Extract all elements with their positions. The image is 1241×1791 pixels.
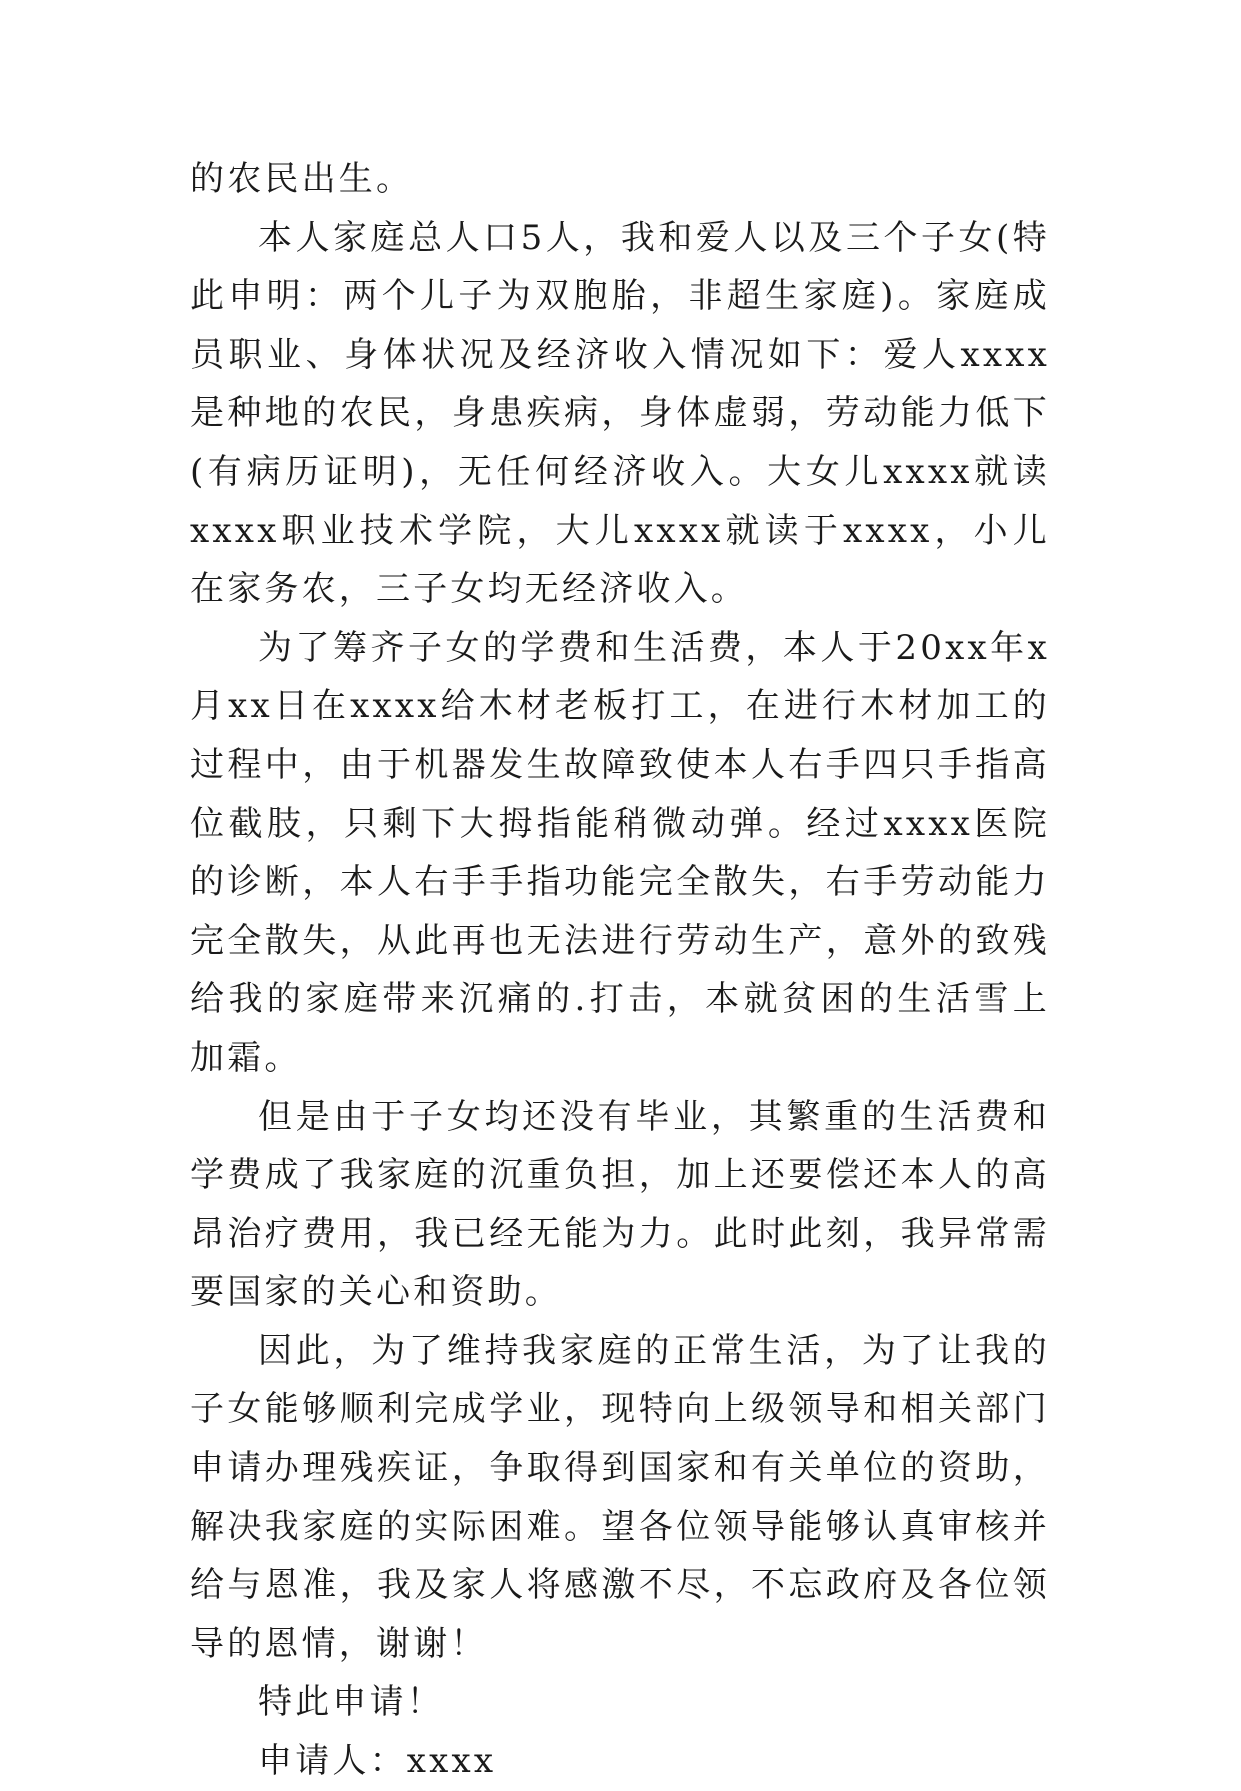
paragraph-burden: 但是由于子女均还没有毕业，其繁重的生活费和学费成了我家庭的沉重负担，加上还要偿还本人的高昂治疗费用，我已经无能为力。此时此刻，我异常需要国家的关心和资助。 (190, 1096, 1050, 1313)
document-body (190, 150, 1050, 1791)
closing-line: 特此申请！ (258, 1682, 444, 1723)
paragraph-continuation: 的农民出生。 (190, 159, 414, 199)
paragraph-request: 因此，为了维持我家庭的正常生活，为了让我的子女能够顺利完成学业，现特向上级领导和相关部门申请办理残疾证，争取得到国家和有关单位的资助，解决我家庭的实际困难。望各位领导能够认真审核并给与恩准，我及家人将感激不尽，不忘政府及各位领导的恩情，谢谢！ (190, 1330, 1050, 1664)
paragraph-injury: 为了筹齐子女的学费和生活费，本人于20xx年x月xx日在xxxx给木材老板打工，在进行木材加工的过程中，由于机器发生故障致使本人右手四只手指高位截肢，只剩下大拇指能稍微动弹。经过xxxx医院的诊断，本人右手手指功能完全散失，右手劳动能力完全散失，从此再也无法进行劳动生产，意外的致残给我的家庭带来沉痛的.打击，本就贫困的生活雪上加霜。 (190, 627, 1050, 1078)
signature-line: 申请人：xxxx (258, 1741, 497, 1782)
paragraph-family-situation: 本人家庭总人口5人，我和爱人以及三个子女(特此申明：两个儿子为双胞胎，非超生家庭)。家庭成员职业、身体状况及经济收入情况如下：爱人xxxx是种地的农民，身患疾病，身体虚弱，劳动能力低下(有病历证明)，无任何经济收入。大女儿xxxx就读xxxx职业技术学院，大儿xxxx就读于xxxx，小儿在家务农，三子女均无经济收入。 (190, 217, 1050, 610)
